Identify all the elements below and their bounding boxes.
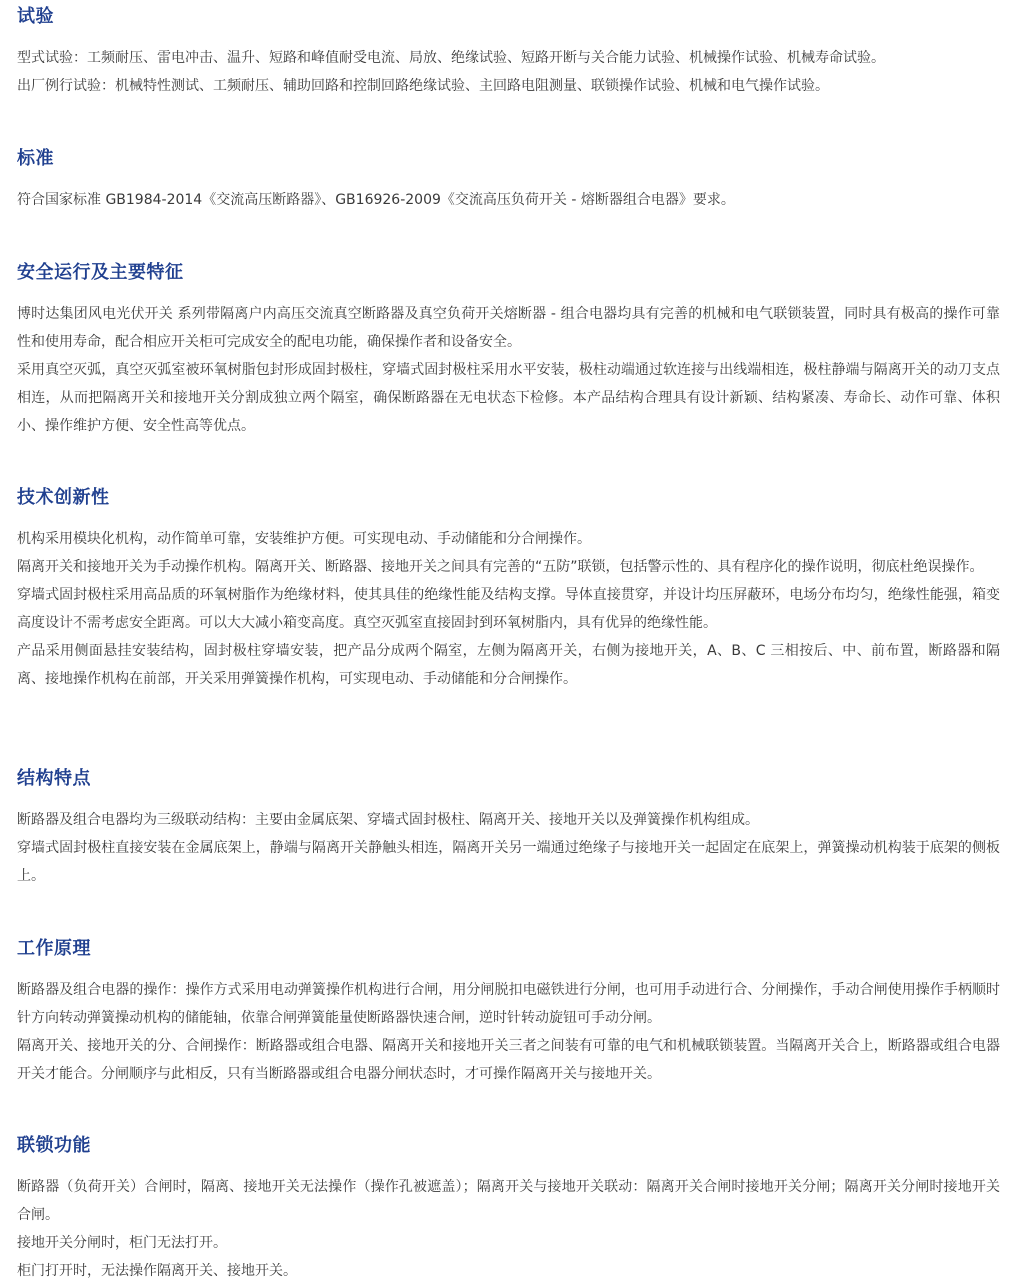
section-heading: 标准	[17, 148, 54, 169]
section-standards	[17, 148, 1000, 214]
paragraph: 机构采用模块化机构，动作简单可靠，安装维护方便。可实现电动、手动储能和分合闸操作。	[17, 531, 591, 547]
section-innovation	[17, 487, 1000, 693]
paragraph: 穿墙式固封极柱采用高品质的环氧树脂作为绝缘材料，使其具佳的绝缘性能及结构支撑。导体直接贯穿，并设计均压屏蔽环，电场分布均匀，绝缘性能强，箱变高度设计不需考虑安全距离。可以大大减小箱变高度。真空灭弧室直接固封到环氧树脂内，具有优异的绝缘性能。	[17, 587, 1000, 631]
section-heading: 结构特点	[17, 768, 91, 789]
paragraph: 产品采用侧面悬挂安装结构，固封极柱穿墙安装，把产品分成两个隔室，左侧为隔离开关，右侧为接地开关，A、B、C 三相按后、中、前布置，断路器和隔离、接地操作机构在前部，开关采用弹簧操作机构，可实现电动、手动储能和分合闸操作。	[17, 643, 1000, 687]
section-heading: 试验	[17, 6, 54, 27]
paragraph: 断路器及组合电器的操作：操作方式采用电动弹簧操作机构进行合闸，用分闸脱扣电磁铁进行分闸，也可用手动进行合、分闸操作，手动合闸使用操作手柄顺时针方向转动弹簧操动机构的储能轴，依靠合闸弹簧能量使断路器快速合闸，逆时针转动旋钮可手动分闸。	[17, 982, 1000, 1026]
section-heading: 技术创新性	[17, 487, 110, 508]
section-heading: 工作原理	[17, 938, 91, 959]
section-tests	[17, 6, 1000, 100]
paragraph: 断路器及组合电器均为三级联动结构：主要由金属底架、穿墙式固封极柱、隔离开关、接地开关以及弹簧操作机构组成。	[17, 812, 759, 828]
paragraph: 隔离开关和接地开关为手动操作机构。隔离开关、断路器、接地开关之间具有完善的“五防”联锁，包括警示性的、具有程序化的操作说明，彻底杜绝误操作。	[17, 559, 984, 575]
section-structure	[17, 768, 1000, 890]
section-working-principle	[17, 938, 1000, 1088]
paragraph: 断路器（负荷开关）合闸时，隔离、接地开关无法操作（操作孔被遮盖）；隔离开关与接地开关联动：隔离开关合闸时接地开关分闸；隔离开关分闸时接地开关合闸。	[17, 1179, 1000, 1223]
paragraph: 接地开关分闸时，柜门无法打开。	[17, 1235, 227, 1251]
paragraph: 博时达集团风电光伏开关 系列带隔离户内高压交流真空断路器及真空负荷开关熔断器 - 组合电器均具有完善的机械和电气联锁装置，同时具有极高的操作可靠性和使用寿命，配合相应开关柜可完成安全的配电功能，确保操作者和设备安全。	[17, 306, 1000, 350]
paragraph: 符合国家标准 GB1984-2014《交流高压断路器》、GB16926-2009《交流高压负荷开关 - 熔断器组合电器》要求。	[17, 192, 735, 208]
paragraph: 柜门打开时，无法操作隔离开关、接地开关。	[17, 1263, 297, 1279]
paragraph: 型式试验：工频耐压、雷电冲击、温升、短路和峰值耐受电流、局放、绝缘试验、短路开断与关合能力试验、机械操作试验、机械寿命试验。	[17, 50, 885, 66]
section-interlock	[17, 1135, 1000, 1285]
paragraph: 采用真空灭弧，真空灭弧室被环氧树脂包封形成固封极柱，穿墙式固封极柱采用水平安装，极柱动端通过软连接与出线端相连，极柱静端与隔离开关的动刀支点相连，从而把隔离开关和接地开关分割成独立两个隔室，确保断路器在无电状态下检修。本产品结构合理具有设计新颖、结构紧凑、寿命长、动作可靠、体积小、操作维护方便、安全性高等优点。	[17, 362, 1000, 434]
section-safety-features	[17, 262, 1000, 440]
paragraph: 隔离开关、接地开关的分、合闸操作：断路器或组合电器、隔离开关和接地开关三者之间装有可靠的电气和机械联锁装置。当隔离开关合上，断路器或组合电器开关才能合。分闸顺序与此相反，只有当断路器或组合电器分闸状态时，才可操作隔离开关与接地开关。	[17, 1038, 1000, 1082]
section-heading: 安全运行及主要特征	[17, 262, 184, 283]
paragraph: 出厂例行试验：机械特性测试、工频耐压、辅助回路和控制回路绝缘试验、主回路电阻测量、联锁操作试验、机械和电气操作试验。	[17, 78, 829, 94]
paragraph: 穿墙式固封极柱直接安装在金属底架上，静端与隔离开关静触头相连，隔离开关另一端通过绝缘子与接地开关一起固定在底架上，弹簧操动机构装于底架的侧板上。	[17, 840, 1000, 884]
section-heading: 联锁功能	[17, 1135, 91, 1156]
